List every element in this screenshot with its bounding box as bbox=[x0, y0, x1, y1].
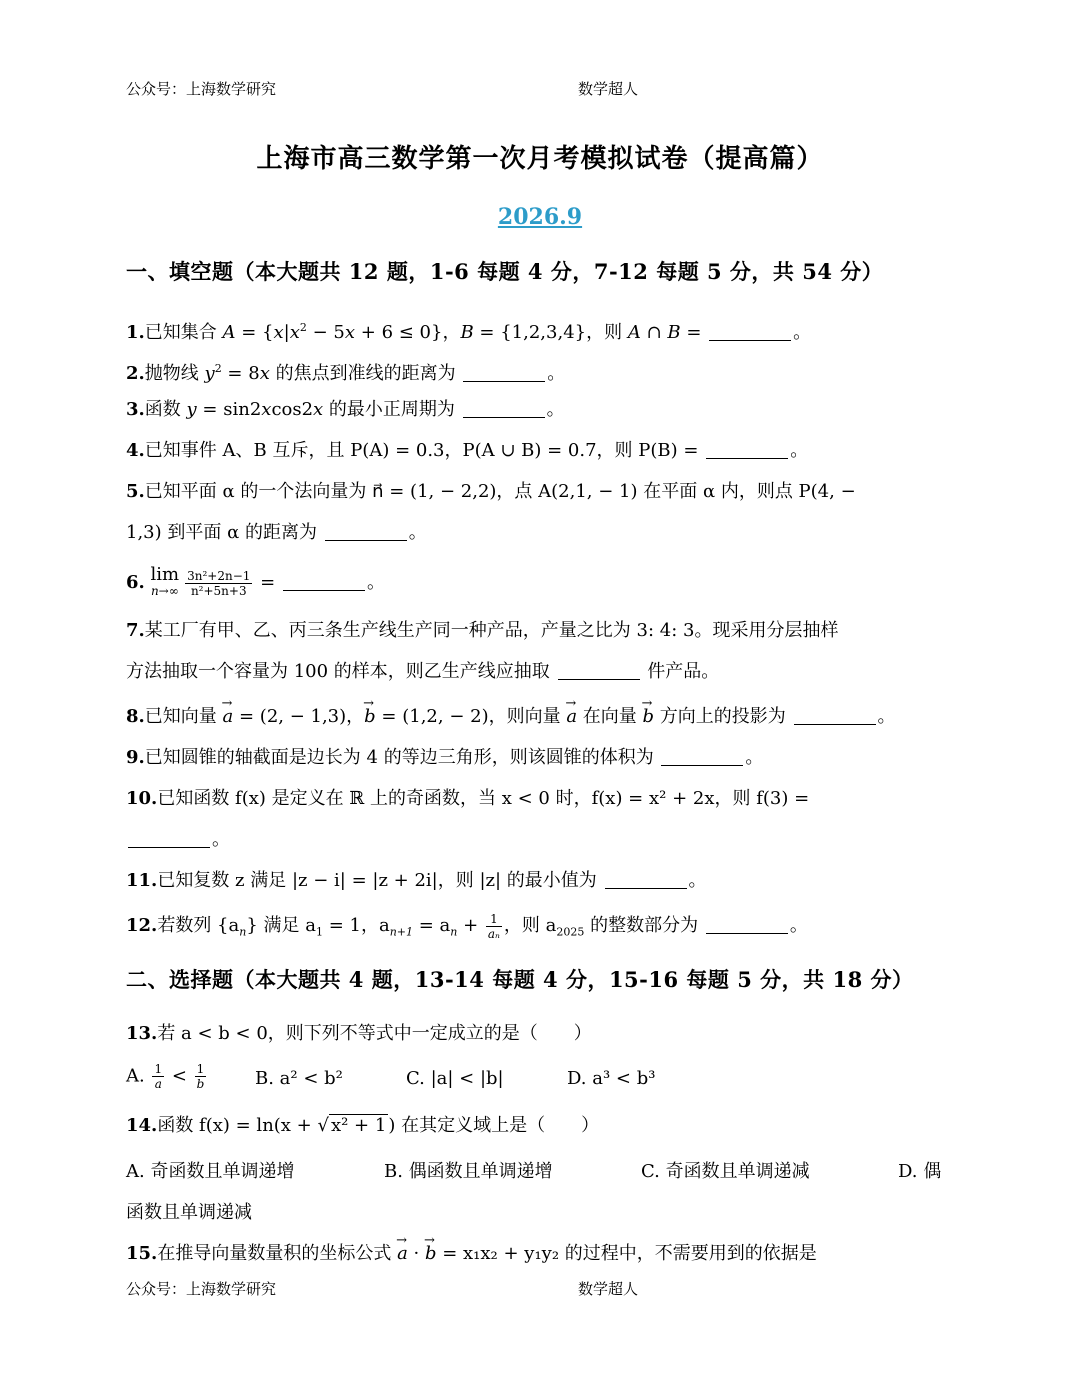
question-9: 9.已知圆锥的轴截面是边长为 4 的等边三角形，则该圆锥的体积为 。 bbox=[126, 747, 764, 768]
answer-blank[interactable] bbox=[283, 570, 365, 591]
answer-blank[interactable] bbox=[605, 868, 687, 889]
question-10: 10.已知函数 f(x) 是定义在 ℝ 上的奇函数，当 x < 0 时，f(x) = x² + 2x，则 f(3) = 。 bbox=[126, 788, 810, 850]
question-14: 14.函数 f(x) = ln(x + √ x² + 1 ) 在其定义域上是（ ） bbox=[126, 1115, 600, 1136]
option-b[interactable]: B. a² < b² bbox=[255, 1068, 343, 1089]
question-12: 12.若数列 $\{a_n\}$ 满足 $a_1 = 1$，$a_{n+1} = a_n$ + $\frac{1}{\text{aₙ}}$ ，则 $a_{2025}$ 的整数部分为 。 bbox=[126, 911, 808, 941]
question-5: 5.已知平面 α 的一个法向量为 n⃗ = (1, − 2,2)，点 A(2,1, − 1) 在平面 α 内，则点 P(4, − 1,3) 到平面 α 的距离为 。 bbox=[126, 481, 856, 543]
option-a[interactable]: A. 奇函数且单调递增 bbox=[126, 1161, 295, 1182]
option-d-continued: 函数且单调递减 bbox=[126, 1202, 252, 1223]
header-left: 公众号：上海数学研究 bbox=[126, 80, 277, 98]
option-b[interactable]: B. 偶函数且单调递增 bbox=[384, 1161, 553, 1182]
fraction: $\frac{\text{3n²+2n−1}}{\text{n²+5n+3}}$ bbox=[187, 568, 251, 598]
answer-blank[interactable] bbox=[709, 320, 791, 341]
answer-blank[interactable] bbox=[794, 704, 876, 725]
answer-blank[interactable] bbox=[706, 913, 788, 934]
fraction: $\frac{1}{\text{aₙ}}$ bbox=[487, 911, 500, 941]
page-title: 上海市高三数学第一次月考模拟试卷（提高篇） bbox=[256, 144, 824, 174]
limit-expression: lim n→∞ bbox=[150, 564, 180, 598]
option-a[interactable]: A. $\frac{1}{a}$ < $\frac{1}{b}$ bbox=[126, 1062, 205, 1091]
header-right: 数学超人 bbox=[578, 80, 639, 98]
answer-blank[interactable] bbox=[325, 520, 407, 541]
question-13: 13.若 a < b < 0，则下列不等式中一定成立的是（ ） bbox=[126, 1023, 592, 1044]
answer-blank[interactable] bbox=[463, 397, 545, 418]
question-15: 15.在推导向量数量积的坐标公式 → a · → b = x₁x₂ + y₁y₂ 的过程中，不需要用到的依据是 bbox=[126, 1233, 956, 1274]
question-4: 4.已知事件 A、B 互斥，且 P(A) = 0.3，P(A ∪ B) = 0.7，则 P(B) = 。 bbox=[126, 440, 809, 461]
answer-blank[interactable] bbox=[128, 827, 210, 848]
exam-date: 2026.9 bbox=[497, 204, 583, 230]
footer-right: 数学超人 bbox=[578, 1280, 639, 1298]
option-c[interactable]: C. 奇函数且单调递减 bbox=[641, 1161, 810, 1182]
answer-blank[interactable] bbox=[706, 438, 788, 459]
question-1: 1.已知集合 $A = \{x|x^2 - 5x + 6 \le 0\}$，B = {1,2,3,4}，则 A ∩ B = 。 bbox=[126, 321, 812, 343]
question-3: 3.函数 y = sin2xcos2x 的最小正周期为 。 bbox=[126, 399, 565, 420]
answer-blank[interactable] bbox=[558, 659, 640, 680]
question-6: 6. lim n→∞ $\frac{\text{3n²+2n−1}}{\text{n²+5n+3}}$ = 。 bbox=[126, 564, 385, 598]
footer-left: 公众号：上海数学研究 bbox=[126, 1280, 277, 1298]
option-d[interactable]: D. a³ < b³ bbox=[567, 1068, 656, 1089]
section-heading-multiple-choice: 二、选择题（本大题共 4 题，13-14 每题 4 分，15-16 每题 5 分，共 18 分） bbox=[126, 967, 914, 992]
option-d[interactable]: D. 偶 bbox=[898, 1161, 942, 1182]
answer-blank[interactable] bbox=[661, 745, 743, 766]
section-heading-fill-in: 一、填空题（本大题共 12 题，1-6 每题 4 分，7-12 每题 5 分，共 54 分） bbox=[126, 259, 884, 284]
answer-blank[interactable] bbox=[463, 361, 545, 382]
question-8: 8.已知向量 → a = (2, − 1,3)，→ b = (1,2, − 2)，则向量 → a 在向量 → b 方向上的投影为 。 bbox=[126, 696, 956, 737]
question-7: 7.某工厂有甲、乙、丙三条生产线生产同一种产品，产量之比为 3: 4: 3。现采用分层抽样 方法抽取一个容量为 100 的样本，则乙生产线应抽取 件产品。 bbox=[126, 620, 839, 682]
question-2: 2.抛物线 $y^2 = 8x$ 的焦点到准线的距离为 。 bbox=[126, 362, 566, 384]
option-c[interactable]: C. |a| < |b| bbox=[406, 1068, 504, 1089]
question-11: 11.已知复数 z 满足 |z − i| = |z + 2i|，则 |z| 的最小值为 。 bbox=[126, 870, 707, 891]
